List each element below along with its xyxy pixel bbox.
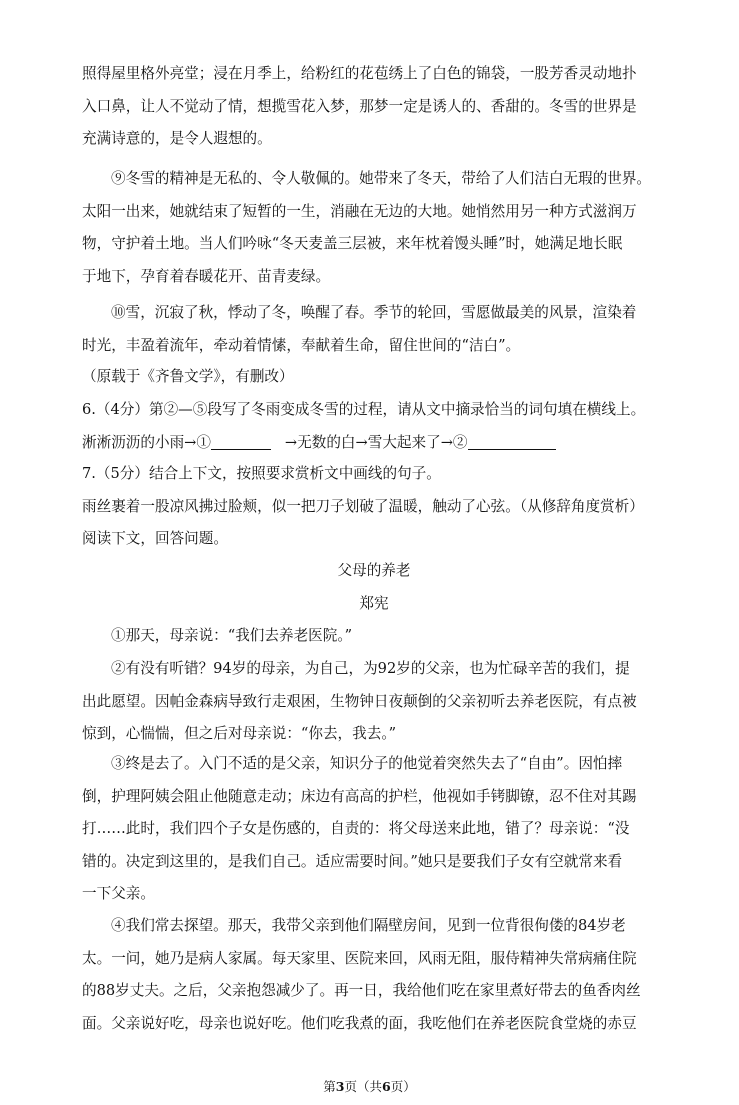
article-author: 郑宪 — [359, 595, 389, 612]
source-note — [82, 361, 666, 394]
footer-suffix: 页） — [390, 1079, 416, 1094]
text-line: 照得屋里格外亮堂；浸在月季上，给粉红的花苞绣上了白色的锦袋，一股芳香灵动地扑 — [82, 65, 637, 82]
question-6-answer-line — [82, 427, 666, 460]
paragraph-10 — [82, 297, 666, 362]
text-line: ⑩雪，沉寂了秋，悸动了冬，唤醒了春。季节的轮回，雪愿做最美的风景，渲染着 — [111, 304, 637, 321]
text-line: 惊到，心惴惴，但之后对母亲说：“你去，我去。” — [82, 725, 397, 742]
text-line: 一下父亲。 — [82, 885, 155, 902]
question-7 — [82, 458, 666, 556]
text-line: ③终是去了。入门不适的是父亲，知识分子的他觉着突然失去了“自由”。因怕摔 — [111, 755, 623, 772]
text-line: 的88岁丈夫。之后，父亲抱怨减少了。再一日，我给他们吃在家里煮好带去的鱼香肉丝 — [82, 982, 641, 999]
footer-prefix: 第 — [323, 1079, 336, 1094]
read-instruction: 阅读下文，回答问题。 — [82, 530, 228, 547]
paragraph-8 — [82, 58, 666, 156]
answer-blank-2[interactable] — [468, 433, 556, 450]
text-line: 太阳一出来，她就结束了短暂的一生，消融在无边的大地。她悄然用另一种方式滋润万 — [82, 202, 637, 220]
text-line: 太。一问，她乃是病人家属。每天家里、医院来回，风雨无阻，服侍精神失常病痛住院 — [82, 949, 637, 967]
answer-blank-1[interactable] — [211, 433, 271, 450]
article-title: 父母的养老 — [337, 562, 411, 579]
source-text: （原载于《齐鲁文学》，有删改） — [82, 368, 294, 385]
text-line: 入口鼻，让人不觉动了情，想揽雪花入梦，那梦一定是诱人的、香甜的。冬雪的世界是 — [82, 97, 637, 115]
text-line: 物，守护着土地。当人们吟咏“冬天麦盖三层被，来年枕着馒头睡”时，她满足地长眠 — [82, 235, 623, 252]
chain-part-1: 淅淅沥沥的小雨→① — [82, 433, 211, 451]
article-paragraph-1 — [82, 620, 666, 653]
text-line: 打……此时，我们四个子女是伤感的，自责的：将父母送来此地，错了？母亲说：“没 — [82, 820, 630, 837]
page-footer — [0, 1078, 739, 1096]
text-line: 出此愿望。因帕金森病导致行走艰困，生物钟日夜颠倒的父亲初听去养老医院，有点被 — [82, 692, 637, 710]
text-line: 错的。决定到这里的，是我们自己。适应需要时间。”她只是要我们子女有空就常来看 — [82, 852, 623, 870]
paragraph-9 — [82, 163, 666, 293]
text-line: ⑨冬雪的精神是无私的、令人敬佩的。她带来了冬天，带给了人们洁白无瑕的世界。 — [111, 170, 651, 187]
question-7-sentence: 雨丝裹着一股凉风拂过脸颊，似一把刀子划破了温暖，触动了心弦。（从修辞角度赏析） — [82, 497, 644, 515]
article-paragraph-2 — [82, 653, 666, 751]
footer-page-number: 3 — [335, 1079, 345, 1094]
chain-part-2: →无数的白→雪大起来了→② — [284, 433, 468, 451]
question-6-stem: 6.（4分）第②—⑤段写了冬雨变成冬雪的过程，请从文中摘录恰当的词句填在横线上。 — [82, 401, 646, 418]
question-7-stem: 7.（5分）结合上下文，按照要求赏析文中画线的句子。 — [82, 465, 441, 482]
text-line: ②有没有听错？94岁的母亲，为自己，为92岁的父亲，也为忙碌辛苦的我们，提 — [111, 660, 630, 677]
text-line: 时光，丰盈着流年，牵动着情愫，奉献着生命，留住世间的“洁白”。 — [82, 336, 521, 354]
article-paragraph-3 — [82, 748, 666, 911]
text-line: 倒，护理阿姨会阻止他随意走动；床边有高高的护栏，他视如手铐脚镣，忍不住对其踢 — [82, 787, 637, 805]
text-line: 面。父亲说好吃，母亲也说好吃。他们吃我煮的面，我吃他们在养老医院食堂烧的赤豆 — [82, 1014, 637, 1032]
footer-mid: 页（共 — [344, 1079, 382, 1094]
text-line: 充满诗意的，是令人遐想的。 — [82, 130, 272, 147]
text-line: ①那天，母亲说：“我们去养老医院。” — [111, 627, 353, 644]
question-6 — [82, 394, 666, 459]
text-line: ④我们常去探望。那天，我带父亲到他们隔壁房间，见到一位背很佝偻的84岁老 — [111, 917, 626, 934]
text-line: 于地下，孕育着春暖花开、苗青麦绿。 — [82, 267, 331, 285]
article-paragraph-4 — [82, 910, 666, 1040]
footer-total-pages: 6 — [382, 1079, 391, 1094]
